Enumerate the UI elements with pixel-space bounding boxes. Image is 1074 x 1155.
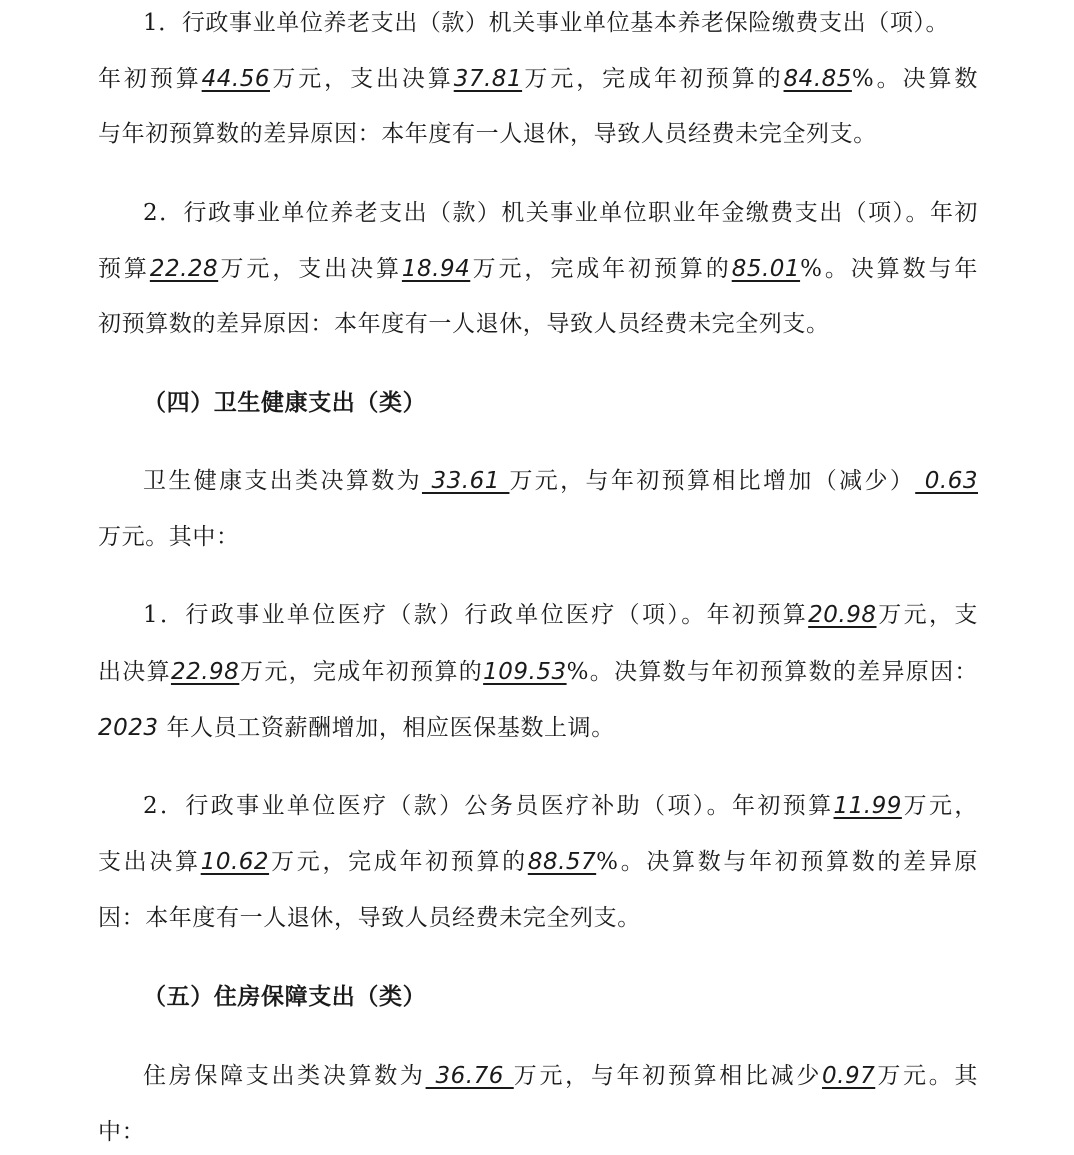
label-text: 万元，完成年初预算的 bbox=[269, 849, 528, 875]
final-value: 37.81 bbox=[453, 66, 523, 92]
section-health-summary-line-2 bbox=[98, 522, 978, 552]
label-text: 万元，与年初预算相比增加（减少） bbox=[509, 468, 916, 494]
percent-value: 88.57 bbox=[527, 849, 597, 875]
heading-text: （五）住房保障支出（类） bbox=[143, 983, 427, 1010]
label-text: 万元，完成年初预算的 bbox=[239, 659, 484, 685]
label-text: 住房保障支出类决算数为 bbox=[143, 1063, 426, 1089]
budget-value: 20.98 bbox=[808, 602, 877, 628]
section-health-heading bbox=[143, 388, 978, 418]
percent-value: 109.53 bbox=[483, 659, 567, 685]
reason-text: 初预算数的差异原因：本年度有一人退休，导致人员经费未完全列支。 bbox=[98, 311, 830, 337]
heading-text: （四）卫生健康支出（类） bbox=[143, 389, 427, 416]
pension-annuity-line-3 bbox=[98, 309, 978, 339]
health-subsidy-line-2 bbox=[98, 847, 978, 877]
label-text: 年初预算 bbox=[98, 66, 202, 92]
label-text: 万元。其 bbox=[875, 1063, 979, 1089]
label-text: 中： bbox=[98, 1119, 146, 1145]
pension-basic-title: 1．行政事业单位养老支出（款）机关事业单位基本养老保险缴费支出（项）。 bbox=[143, 10, 950, 36]
pension-basic-line-2 bbox=[98, 64, 978, 94]
label-text: 出决算 bbox=[98, 659, 171, 685]
final-value: 18.94 bbox=[401, 256, 471, 282]
budget-value: 11.99 bbox=[833, 793, 902, 819]
label-text: 万元，支出决算 bbox=[270, 66, 454, 92]
label-text: 预算 bbox=[98, 256, 150, 282]
reason-text: 与年初预算数的差异原因：本年度有一人退休，导致人员经费未完全列支。 bbox=[98, 121, 877, 147]
label-text: 万元，与年初预算相比减少 bbox=[513, 1063, 823, 1089]
section-housing-summary-line-1 bbox=[143, 1061, 978, 1091]
total-value: 33.61 bbox=[421, 468, 510, 494]
percent-value: 85.01 bbox=[731, 256, 801, 282]
health-subsidy-line-3 bbox=[98, 903, 978, 933]
pension-basic-line-3 bbox=[98, 119, 978, 149]
section-health-summary-line-1 bbox=[143, 466, 978, 496]
reason-text: 年人员工资薪酬增加，相应医保基数上调。 bbox=[158, 715, 615, 741]
budget-value: 44.56 bbox=[201, 66, 271, 92]
final-value: 22.98 bbox=[170, 659, 240, 685]
total-value: 36.76 bbox=[425, 1063, 514, 1089]
label-text: %。决算数与年初预算数的差异原因： bbox=[566, 659, 978, 685]
year-value: 2023 bbox=[98, 715, 159, 741]
change-value: 0.63 bbox=[915, 468, 978, 494]
percent-value: 84.85 bbox=[783, 66, 852, 92]
label-text: 万元，完成年初预算的 bbox=[522, 66, 784, 92]
section-housing-summary-line-2 bbox=[98, 1117, 978, 1147]
label-text: 万元，支出决算 bbox=[218, 256, 402, 282]
reason-text: 因：本年度有一人退休，导致人员经费未完全列支。 bbox=[98, 905, 641, 931]
label-text: 卫生健康支出类决算数为 bbox=[143, 468, 422, 494]
label-text: 万元。其中： bbox=[98, 524, 240, 550]
pension-annuity-line-1 bbox=[143, 198, 978, 228]
budget-value: 22.28 bbox=[149, 256, 219, 282]
label-text: 万元，完成年初预算的 bbox=[470, 256, 732, 282]
label-text: 1．行政事业单位医疗（款）行政单位医疗（项）。年初预算 bbox=[143, 602, 809, 628]
final-value: 10.62 bbox=[200, 849, 270, 875]
label-text: 万元， bbox=[901, 793, 978, 819]
label-text: %。决算数 bbox=[851, 66, 979, 92]
health-subsidy-line-1 bbox=[143, 791, 978, 821]
pension-annuity-title: 2．行政事业单位养老支出（款）机关事业单位职业年金缴费支出（项）。年初 bbox=[143, 200, 978, 226]
section-housing-heading bbox=[143, 982, 978, 1012]
pension-annuity-line-2 bbox=[98, 254, 978, 284]
health-admin-line-2 bbox=[98, 657, 978, 687]
change-value: 0.97 bbox=[822, 1063, 876, 1089]
label-text: 支出决算 bbox=[98, 849, 201, 875]
label-text: 万元，支 bbox=[876, 602, 978, 628]
label-text: %。决算数与年初预算数的差异原 bbox=[596, 849, 978, 875]
health-admin-line-1 bbox=[143, 600, 978, 630]
label-text: 2．行政事业单位医疗（款）公务员医疗补助（项）。年初预算 bbox=[143, 793, 834, 819]
pension-basic-line-1 bbox=[143, 8, 978, 38]
health-admin-line-3 bbox=[98, 713, 978, 743]
label-text: %。决算数与年 bbox=[800, 256, 979, 282]
